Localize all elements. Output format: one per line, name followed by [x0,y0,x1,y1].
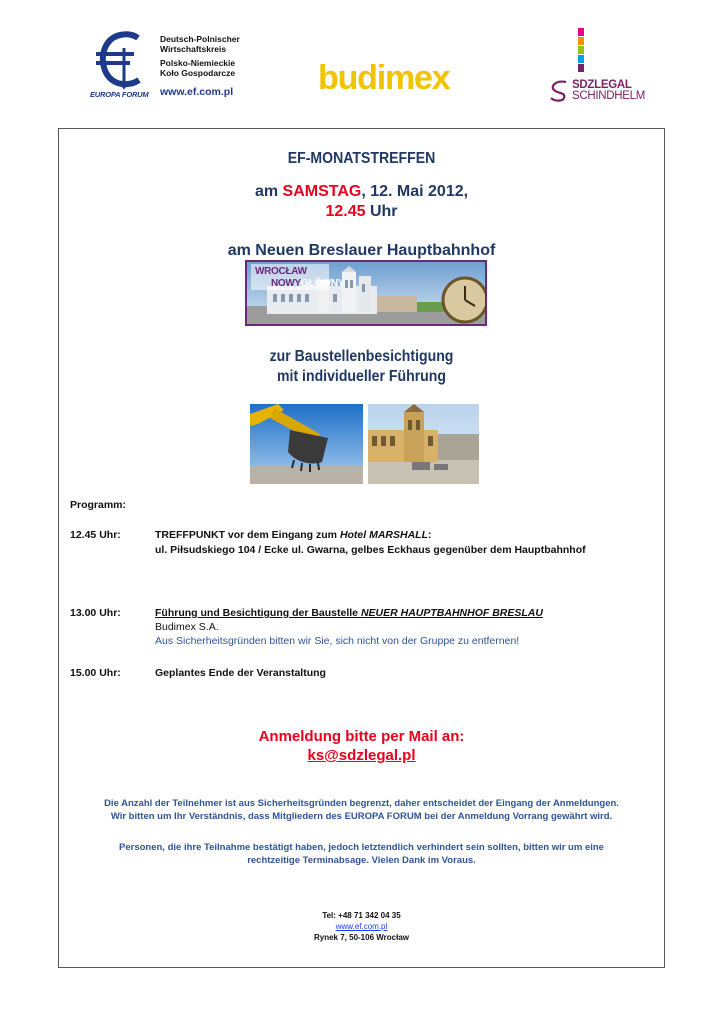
site-name: NEUER HAUPTBAHNHOF BRESLAU [360,607,543,619]
program-item-time: 12.45 Uhr: [70,529,121,541]
ef-logo-line: Polsko-Niemieckie [160,58,236,68]
date-prefix: am [254,183,283,200]
sdz-logo-line2: SCHINDHELM [572,90,646,102]
program-item-2-safety-note: Aus Sicherheitsgründen bitten wir Sie, sich nicht von der Gruppe zu entfernen! [155,635,520,647]
time-value: 12.45 [325,203,366,220]
notice-line: Die Anzahl der Teilnehmer ist aus Sicherheitsgründen begrenzt, daher entscheidet der Eingang der Anmeldungen. [104,798,619,809]
program-item-time: 15.00 Uhr: [70,667,121,679]
time-suffix: Uhr [365,203,398,220]
event-subtitle-line2: mit individueller Führung [277,368,446,385]
footer-tel: Tel: +48 71 342 04 35 [322,911,401,920]
footer-contact [58,910,665,943]
registration-email-link[interactable]: ks@sdzlegal.pl [307,747,416,764]
event-subtitle-line1: zur Baustellenbesichtigung [269,348,454,365]
date-day: SAMSTAG [282,183,362,200]
footer-url-link[interactable]: www.ef.com.pl [335,922,388,931]
sdz-logo-text [572,80,645,102]
meeting-point-text: TREFFPUNKT vor dem Eingang zum [155,529,340,541]
banner-text-line1: WROCŁAW [255,266,307,277]
ef-logo-text [160,34,240,78]
ef-logo-url: www.ef.com.pl [160,86,234,98]
ef-logo-line: Wirtschaftskreis [160,44,227,54]
event-time [58,203,665,221]
ef-logo-line: Deutsch-Polnischer [160,34,240,44]
station-building-photo [368,404,479,484]
notice-line: rechtzeitige Terminabsage. Vielen Dank im Voraus. [247,855,476,866]
footer-address: Rynek 7, 50-106 Wrocław [313,933,409,942]
station-building-graphic [368,404,479,484]
sdz-swirl-icon [548,78,570,102]
event-date [58,183,665,201]
event-title: EF-MONATSTREFFEN [287,150,436,167]
notice-line: Wir bitten um Ihr Verständnis, dass Mitgliedern des EUROPA FORUM bei der Anmeldung Vorrang gewährt wird. [110,811,613,822]
notice-line: Personen, die ihre Teilnahme bestätigt haben, jedoch letztendlich verhindert sein sollten, bitten wir um eine [119,842,604,853]
program-item-2-line2: Budimex S.A. [155,621,219,633]
program-item-3-line1: Geplantes Ende der Veranstaltung [155,667,326,679]
hotel-name: Hotel MARSHALL [339,529,429,541]
notice-paragraph-1 [58,797,665,823]
ef-logo-line: Koło Gospodarcze [160,68,236,78]
banner-glowny: GŁÓWNY [300,278,345,289]
sdz-logo-line1: SDZLEGAL [572,79,632,91]
europa-forum-logo [90,30,260,102]
banner-text-line2 [271,278,344,289]
registration-email-row [58,746,665,766]
euro-symbol-icon [94,30,152,90]
date-rest: , 12. Mai 2012, [361,183,469,200]
europa-forum-label: EUROPA FORUM [90,90,149,99]
program-item-1-line1 [155,528,432,542]
program-item-1-line2: ul. Piłsudskiego 104 / Ecke ul. Gwarna, gelbes Eckhaus gegenüber dem Hauptbahnhof [155,544,586,556]
program-heading: Programm: [70,499,127,511]
budimex-logo: budimex [318,59,450,97]
notice-paragraph-2 [58,841,665,867]
excavator-photo [250,404,363,484]
banner-nowy: NOWY [271,278,301,289]
registration-label: Anmeldung bitte per Mail an: [258,728,465,745]
station-banner-image [245,260,487,326]
colon: : [428,529,432,541]
program-item-2-line1 [155,606,543,620]
event-location: am Neuen Breslauer Hauptbahnhof [227,242,496,259]
sdzlegal-schindhelm-logo [548,28,678,108]
tour-text: Führung und Besichtigung der Baustelle [155,607,361,619]
program-item-time: 13.00 Uhr: [70,607,121,619]
excavator-graphic [250,404,363,484]
